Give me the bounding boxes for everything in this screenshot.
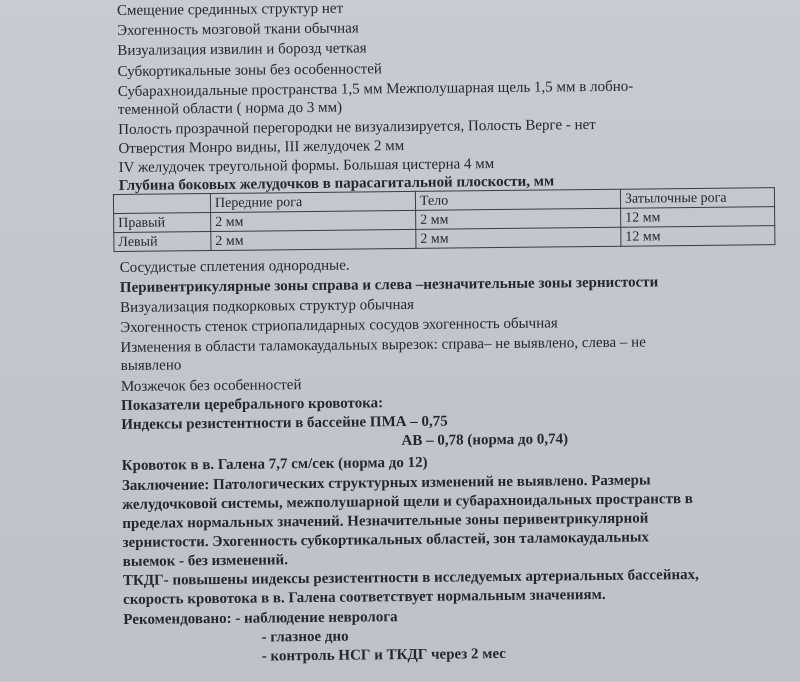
text-line: Субкортикальные зоны без особенностей [117,61,382,81]
table-cell: Левый [114,232,211,252]
table-caption: Глубина боковых желудочков в парасагитальной плоскости, мм [118,173,555,195]
text-line: Кровоток в в. Галена 7,7 см/сек (норма до 12) [121,454,428,474]
table-header-cell [113,194,210,214]
text-line: теменной области ( норма до 3 мм) [117,99,343,119]
table-header-cell: Затылочные рога [620,188,774,209]
text-line: Отверстия Монро видны, III желудочек 2 мм [118,138,405,158]
table-cell: 2 мм [211,210,416,231]
text-line: Субарахноидальные пространства 1,5 мм Межполушарная щель 1,5 мм в лобно- [117,78,634,101]
recommendation-line: - глазное дно [261,628,349,646]
text-line: Полость прозрачной перегородки не визуализируется, Полость Верге - нет [118,117,596,139]
ventricles-table [113,187,776,252]
conclusion-line: ТКДГ- повышены индексы резистентности в исследуемых артериальных бассейнах, [122,566,699,589]
table-header-cell: Тело [415,189,620,210]
conclusion-line: скорость кровотока в в. Галена соответствует нормальным значениям. [123,586,606,608]
text-line: Эхогенность стенок стриопалидарных сосудов эхогенность обычная [120,315,558,336]
text-line: Визуализация извилин и борозд четкая [117,40,367,60]
text-line: Визуализация подкорковых структур обычная [120,296,415,316]
table-cell: 12 мм [621,207,775,228]
text-line: Сосудистые сплетения однородные. [119,257,350,277]
recommendation-line: Рекомендовано: - наблюдение невролога [123,609,398,628]
text-line: Индексы резистентности в бассейне ПМА – 0,75 [121,413,448,433]
conclusion-line: зернистости. Эхогенность субкортикальных областей, зон таламокаудальных [122,529,650,551]
conclusion-line: Заключение: Патологических структурных изменений не выявлено. Размеры [121,472,651,494]
text-line: Мозжечок без особенностей [120,377,302,395]
text-line: Эхогенность мозговой ткани обычная [117,20,359,40]
table-cell: 2 мм [416,227,621,248]
conclusion-line: выемок - без изменений. [122,552,289,570]
text-line: Смещение срединных структур нет [116,0,344,20]
text-line: выявлено [120,357,182,374]
text-line: Показатели церебрального кровотока: [121,395,384,414]
table-header-cell: Передние рога [210,191,415,212]
text-line: Изменения в области таламокаудальных вырезок: справа– не выявлено, слева – не [120,334,646,356]
table-cell: 12 мм [621,226,775,247]
conclusion-line: пределах нормальных значений. Незначительные зоны перивентрикулярной [122,510,649,532]
text-line: АВ – 0,78 (норма до 0,74) [401,431,569,450]
text-line: IV желудочек треугольной формы. Большая цистерна 4 мм [118,156,495,177]
table-cell: Правый [114,213,211,233]
table-cell: 2 мм [211,229,416,250]
conclusion-line: желудочковой системы, межполушарной щели и субарахноидальных пространств в [122,491,693,513]
table-cell: 2 мм [416,208,621,229]
text-line: Перивентрикулярные зоны справа и слева –незначительные зоны зернистости [119,274,659,297]
recommendation-line: - контроль НСГ и ТКДГ через 2 мес [261,645,506,665]
